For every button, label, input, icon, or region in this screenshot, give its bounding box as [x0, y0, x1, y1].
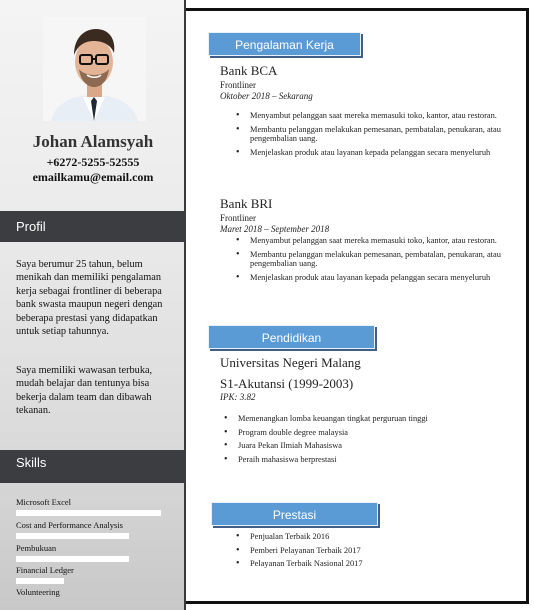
sidebar	[0, 0, 186, 610]
job-role: Frontliner	[220, 213, 256, 223]
skill-name: Pembukuan	[16, 543, 57, 553]
list-item: • Peraih mahasiswa berprestasi	[222, 455, 512, 465]
list-item: • Program double degree malaysia	[222, 428, 512, 438]
skill-name: Microsoft Excel	[16, 497, 71, 507]
skill-name: Cost and Performance Analysis	[16, 520, 123, 530]
education-school: Universitas Negeri Malang	[220, 355, 361, 370]
awards-list	[234, 532, 514, 573]
list-item: • Penjualan Terbaik 2016	[234, 532, 514, 542]
skill-bar-fill	[16, 510, 161, 516]
list-item: • Menyambut pelanggan saat mereka memasuki toko, kantor, atau restoran.	[234, 111, 524, 121]
job-role: Frontliner	[220, 80, 256, 90]
person-name: Johan Alamsyah	[32, 132, 154, 151]
job-date: Maret 2018 – September 2018	[220, 224, 330, 234]
skill-name: Volunteering	[16, 587, 60, 597]
email-address: emailkamu@email.com	[32, 170, 154, 184]
list-item: • Menjelaskan produk atau layanan kepada pelanggan secara menyeluruh	[234, 148, 524, 158]
skill-bar	[16, 533, 161, 539]
education-gpa: IPK: 3.82	[220, 392, 256, 402]
skill-bar	[16, 510, 161, 516]
list-item: • Membantu pelanggan melakukan pemesanan, pembatalan, penukaran, atau pengembalian uang.	[234, 125, 524, 144]
profile-section-heading: Profil	[0, 211, 186, 242]
skills-section-heading: Skills	[0, 450, 186, 483]
list-item: • Juara Pekan Ilmiah Mahasiswa	[222, 441, 512, 451]
list-item: • Pelayanan Terbaik Nasional 2017	[234, 559, 514, 569]
skill-name: Financial Ledger	[16, 565, 74, 575]
skill-bar	[16, 578, 161, 584]
job-date: Oktober 2018 – Sekarang	[220, 91, 313, 101]
experience-section-heading: Pengalaman Kerja	[208, 32, 361, 56]
skill-bar	[16, 556, 161, 562]
list-item: • Menyambut pelanggan saat mereka memasuki toko, kantor, atau restoran.	[234, 236, 524, 246]
profile-photo	[43, 17, 146, 121]
list-item: • Pemberi Pelayanan Terbaik 2017	[234, 546, 514, 556]
job-company: Bank BRI	[220, 196, 273, 211]
awards-section-heading: Prestasi	[211, 502, 378, 526]
profile-paragraph-2: Saya memiliki wawasan terbuka, mudah belajar dan tentunya bisa bekerja dalam team dan dibawah tekanan.	[16, 365, 153, 417]
list-item: • Membantu pelanggan melakukan pemesanan, pembatalan, penukaran, atau pengembalian uang.	[234, 250, 524, 269]
skill-bar-fill	[16, 533, 129, 539]
job-duties-list	[234, 236, 524, 286]
profile-paragraph-1: Saya berumur 25 tahun, belum menikah dan memiliki pengalaman kerja sebagai frontliner di beberapa bank swasta maupun negeri dengan beberapa prestasi yang didapatkan untuk setiap tahunnya.	[16, 259, 163, 338]
list-item: • Memenangkan lomba keuangan tingkat perguruan tinggi	[222, 414, 512, 424]
education-section-heading: Pendidikan	[208, 325, 375, 349]
skill-bar-fill	[16, 578, 64, 584]
job-company: Bank BCA	[220, 63, 278, 78]
job-duties-list	[234, 111, 524, 161]
education-achievements-list	[222, 414, 512, 468]
list-item: • Menjelaskan produk atau layanan kepada pelanggan secara menyeluruh	[234, 273, 524, 283]
phone-number: +6272-5255-52555	[46, 155, 140, 169]
education-degree: S1-Akutansi (1999-2003)	[220, 376, 354, 391]
skill-bar-fill	[16, 556, 129, 562]
